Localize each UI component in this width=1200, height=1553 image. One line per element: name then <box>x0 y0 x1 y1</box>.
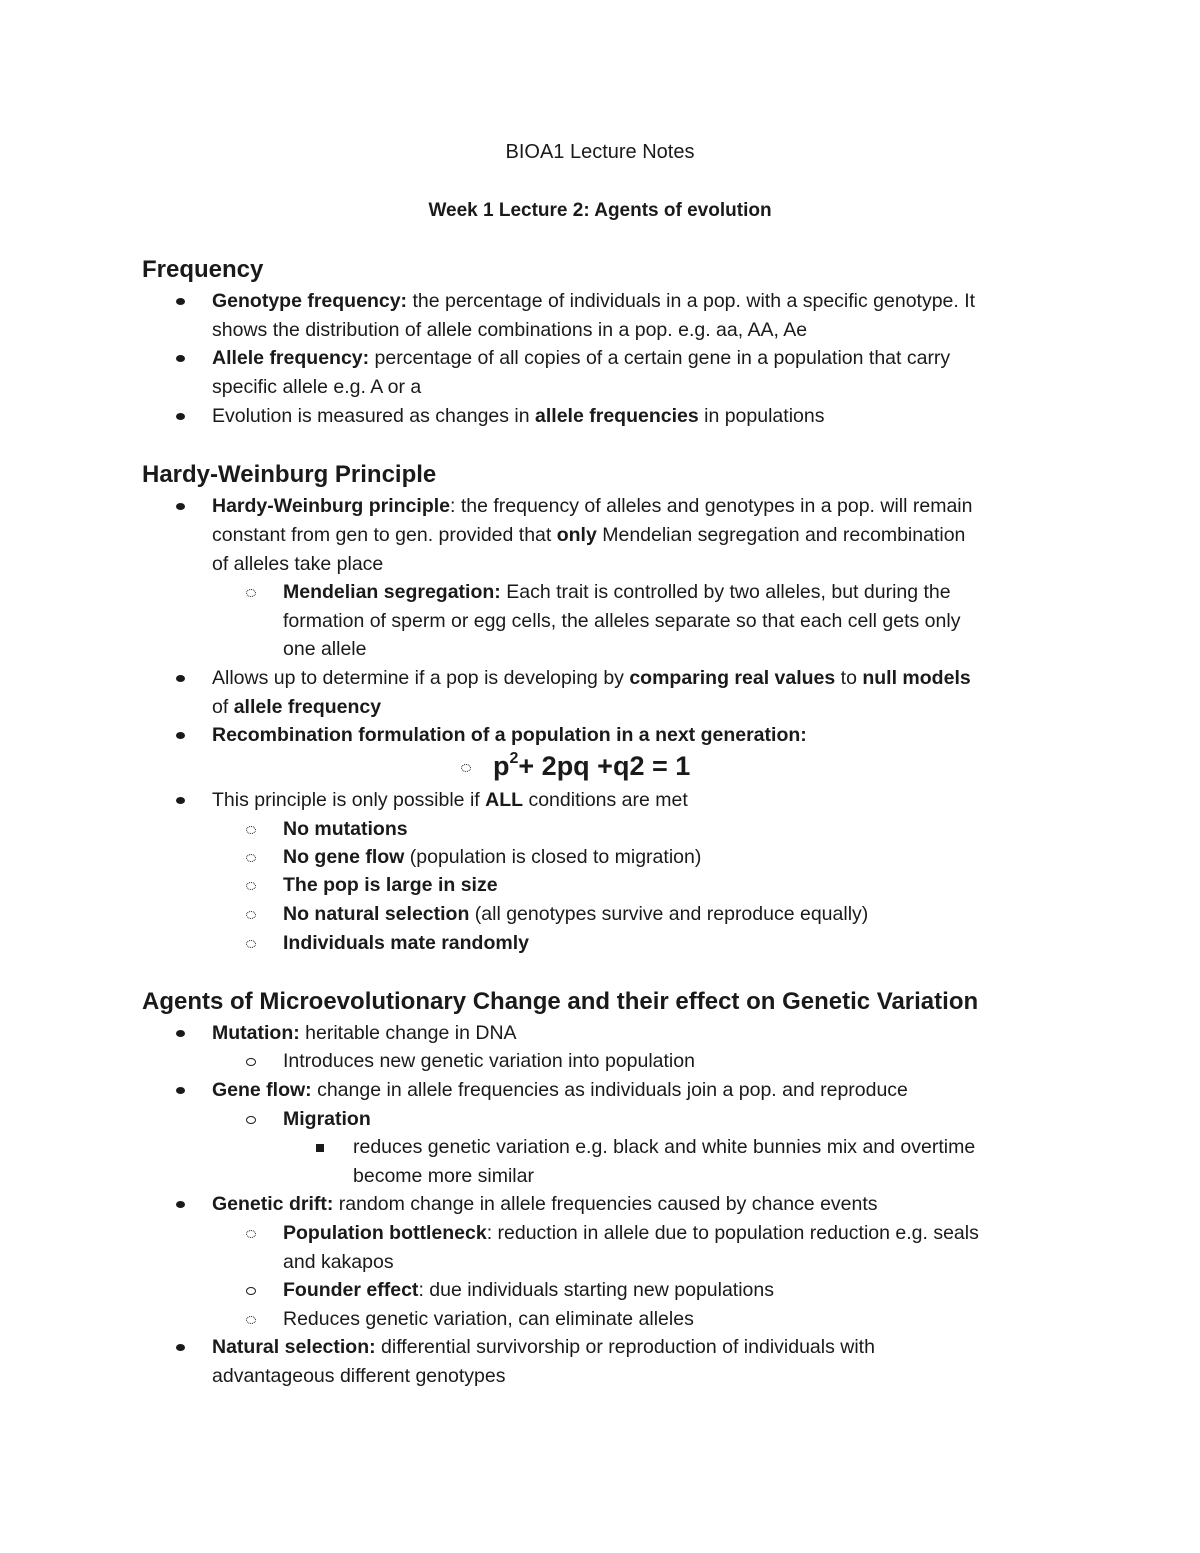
list-item-genetic-drift: Genetic drift: random change in allele frequencies caused by chance events <box>212 1193 878 1215</box>
bullet-icon <box>176 1333 185 1362</box>
list-item-evolution: Evolution is measured as changes in allele frequencies in populations <box>212 405 825 427</box>
bullet-icon <box>176 786 185 815</box>
list-item-natural-selection-cont: advantageous different genotypes <box>212 1365 506 1387</box>
list-item-condition-3: The pop is large in size <box>283 874 498 896</box>
list-item-allele: Allele frequency: percentage of all copies of a certain gene in a population that carry <box>212 347 951 369</box>
bullet-icon <box>246 1105 256 1134</box>
list-item-condition-4: No natural selection (all genotypes survive and reproduce equally) <box>283 903 869 925</box>
list-item-bottleneck-cont: and kakapos <box>283 1251 394 1273</box>
bullet-icon <box>176 1190 185 1219</box>
list-item-hw-principle-cont: constant from gen to gen. provided that only Mendelian segregation and recombination <box>212 524 966 546</box>
bullet-icon <box>461 753 471 782</box>
list-item-migration-sub: reduces genetic variation e.g. black and white bunnies mix and overtime <box>353 1136 976 1158</box>
bullet-icon <box>246 1305 256 1334</box>
bullet-icon <box>246 900 256 929</box>
section-heading-frequency: Frequency <box>142 256 264 283</box>
list-item-mutation: Mutation: heritable change in DNA <box>212 1022 517 1044</box>
list-item-migration-sub-cont: become more similar <box>353 1165 534 1187</box>
list-item-condition-2: No gene flow (population is closed to migration) <box>283 846 702 868</box>
bullet-icon <box>176 664 185 693</box>
bullet-icon <box>176 721 185 750</box>
list-item-migration: Migration <box>283 1108 371 1130</box>
list-item-recombination: Recombination formulation of a population in a next generation: <box>212 724 807 746</box>
bullet-icon <box>316 1133 324 1162</box>
section-heading-agents: Agents of Microevolutionary Change and their effect on Genetic Variation <box>142 988 979 1015</box>
list-item-condition-1: No mutations <box>283 818 408 840</box>
bullet-icon <box>246 1047 256 1076</box>
bullet-icon <box>176 492 185 521</box>
section-heading-hardy-weinburg: Hardy-Weinburg Principle <box>142 461 437 488</box>
bullet-icon <box>246 929 256 958</box>
list-item-hw-principle-cont2: of alleles take place <box>212 553 384 575</box>
list-item-allows: Allows up to determine if a pop is developing by comparing real values to null models <box>212 667 971 689</box>
bullet-icon <box>246 1276 256 1305</box>
list-item-genotype: Genotype frequency: the percentage of individuals in a pop. with a specific genotype. It <box>212 290 976 312</box>
document-subtitle: Week 1 Lecture 2: Agents of evolution <box>428 200 772 221</box>
list-item-hw-principle: Hardy-Weinburg principle: the frequency of alleles and genotypes in a pop. will remain <box>212 495 973 517</box>
list-item-genotype-cont: shows the distribution of allele combinations in a pop. e.g. aa, AA, Ae <box>212 319 808 341</box>
bullet-icon <box>246 871 256 900</box>
bullet-icon <box>176 287 185 316</box>
list-item-reduces: Reduces genetic variation, can eliminate alleles <box>283 1308 694 1330</box>
bullet-icon <box>176 1019 185 1048</box>
list-item-bottleneck: Population bottleneck: reduction in allele due to population reduction e.g. seals <box>283 1222 979 1244</box>
list-item-mutation-sub: Introduces new genetic variation into population <box>283 1050 695 1072</box>
list-item-allele-cont: specific allele e.g. A or a <box>212 376 422 398</box>
bullet-icon <box>176 344 185 373</box>
bullet-icon <box>176 1076 185 1105</box>
bullet-icon <box>246 578 256 607</box>
bullet-icon <box>176 402 185 431</box>
bullet-icon <box>246 843 256 872</box>
list-item-allows-cont: of allele frequency <box>212 696 382 718</box>
bullet-icon <box>246 1219 256 1248</box>
bullet-icon <box>246 815 256 844</box>
hw-formula: $p^2+ 2pq +q2 = 1$ <box>493 750 691 781</box>
list-item-gene-flow: Gene flow: change in allele frequencies as individuals join a pop. and reproduce <box>212 1079 908 1101</box>
list-item-founder: Founder effect: due individuals starting new populations <box>283 1279 774 1301</box>
list-item-condition-5: Individuals mate randomly <box>283 932 529 954</box>
list-item-mendelian-cont: formation of sperm or egg cells, the alleles separate so that each cell gets only <box>283 610 961 632</box>
list-item-conditions: This principle is only possible if ALL conditions are met <box>212 789 688 811</box>
list-item-mendelian-cont2: one allele <box>283 638 367 660</box>
list-item-natural-selection: Natural selection: differential survivorship or reproduction of individuals with <box>212 1336 875 1358</box>
list-item-mendelian: Mendelian segregation: Each trait is controlled by two alleles, but during the <box>283 581 951 603</box>
document-title: BIOA1 Lecture Notes <box>505 141 695 163</box>
